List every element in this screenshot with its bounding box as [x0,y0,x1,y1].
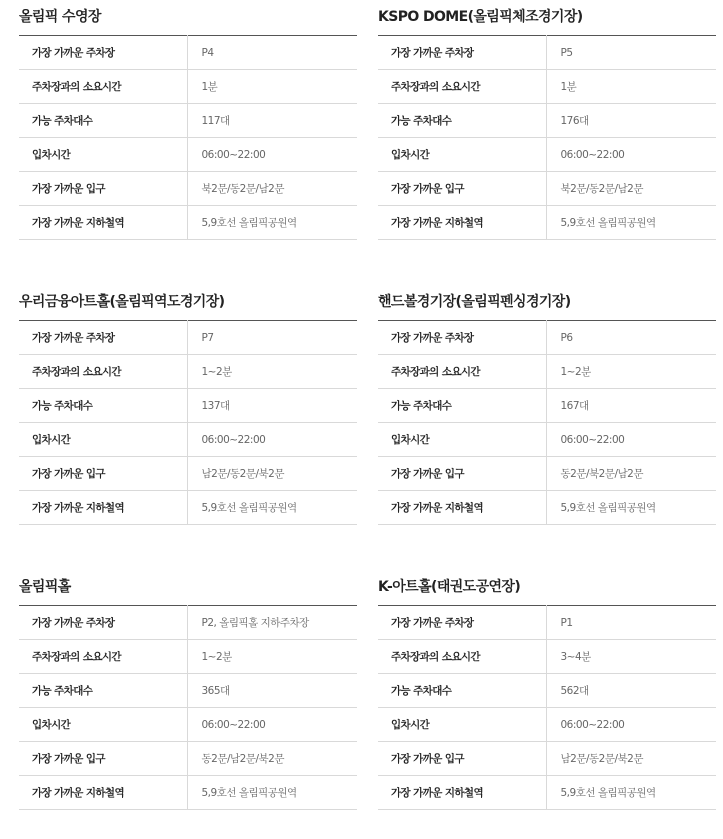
venue-card-k-art-hall [378,577,716,810]
row-label-entry-time: 입차시간 [378,138,546,172]
table-row [19,104,357,138]
row-value-subway: 5,9호선 올림픽공원역 [187,206,357,240]
row-value-capacity: 137대 [187,389,357,423]
row-value-parking: P6 [546,321,716,355]
table-row [378,104,716,138]
venue-info-table [378,35,716,240]
row-label-subway: 가장 가까운 지하철역 [378,206,546,240]
row-label-gate: 가장 가까운 입구 [378,172,546,206]
table-row [19,70,357,104]
row-value-gate: 북2문/동2문/남2문 [546,172,716,206]
venue-title: K-아트홀(태권도공연장) [378,579,521,595]
venue-card-handball-arena [378,292,716,525]
table-row [19,172,357,206]
row-value-capacity: 176대 [546,104,716,138]
row-label-walk-time: 주차장과의 소요시간 [19,640,187,674]
table-row [378,423,716,457]
table-row [378,742,716,776]
row-label-subway: 가장 가까운 지하철역 [378,776,546,810]
row-label-capacity: 가능 주차대수 [19,104,187,138]
row-label-entry-time: 입차시간 [19,708,187,742]
row-label-subway: 가장 가까운 지하철역 [19,776,187,810]
row-label-capacity: 가능 주차대수 [378,674,546,708]
table-row [378,640,716,674]
row-value-capacity: 562대 [546,674,716,708]
table-row [19,491,357,525]
venue-info-table [378,605,716,810]
row-value-entry-time: 06:00~22:00 [187,708,357,742]
row-label-capacity: 가능 주차대수 [378,104,546,138]
row-value-gate: 남2문/동2문/북2문 [187,457,357,491]
row-label-subway: 가장 가까운 지하철역 [19,206,187,240]
table-row [19,321,357,355]
row-value-walk-time: 1분 [187,70,357,104]
row-label-walk-time: 주차장과의 소요시간 [378,70,546,104]
row-label-entry-time: 입차시간 [19,423,187,457]
row-value-parking: P1 [546,606,716,640]
venue-title: 우리금융아트홀(올림픽역도경기장) [19,294,225,310]
venue-card-olympic-swimming-pool [19,7,357,240]
venue-title: 올림픽홀 [19,579,71,595]
row-label-parking: 가장 가까운 주차장 [378,321,546,355]
venue-card-kspo-dome [378,7,716,240]
row-value-parking: P5 [546,36,716,70]
row-label-walk-time: 주차장과의 소요시간 [19,70,187,104]
row-value-entry-time: 06:00~22:00 [187,423,357,457]
row-value-gate: 동2문/북2문/남2문 [546,457,716,491]
table-row [19,138,357,172]
row-value-capacity: 365대 [187,674,357,708]
row-label-entry-time: 입차시간 [378,423,546,457]
row-value-capacity: 167대 [546,389,716,423]
row-label-gate: 가장 가까운 입구 [378,457,546,491]
row-label-subway: 가장 가까운 지하철역 [19,491,187,525]
table-row [378,776,716,810]
table-row [378,321,716,355]
row-label-gate: 가장 가까운 입구 [19,172,187,206]
table-row [19,206,357,240]
table-row [19,742,357,776]
row-value-subway: 5,9호선 올림픽공원역 [546,206,716,240]
table-row [378,36,716,70]
row-value-subway: 5,9호선 올림픽공원역 [546,776,716,810]
row-label-entry-time: 입차시간 [19,138,187,172]
row-label-capacity: 가능 주차대수 [19,674,187,708]
row-label-capacity: 가능 주차대수 [378,389,546,423]
row-value-walk-time: 3~4분 [546,640,716,674]
row-value-gate: 북2문/동2문/남2문 [187,172,357,206]
row-label-capacity: 가능 주차대수 [19,389,187,423]
table-row [378,491,716,525]
row-label-gate: 가장 가까운 입구 [19,742,187,776]
row-label-parking: 가장 가까운 주차장 [19,36,187,70]
venue-card-olympic-hall [19,577,357,810]
row-value-walk-time: 1~2분 [187,355,357,389]
row-value-parking: P7 [187,321,357,355]
table-row [19,457,357,491]
row-value-entry-time: 06:00~22:00 [546,138,716,172]
row-label-parking: 가장 가까운 주차장 [378,36,546,70]
venue-info-table [19,605,357,810]
row-value-parking: P2, 올림픽홀 지하주차장 [187,606,357,640]
row-label-entry-time: 입차시간 [378,708,546,742]
table-row [19,36,357,70]
table-row [19,606,357,640]
table-row [378,206,716,240]
row-label-parking: 가장 가까운 주차장 [378,606,546,640]
venue-info-table [19,35,357,240]
table-row [19,640,357,674]
row-label-gate: 가장 가까운 입구 [378,742,546,776]
table-row [19,776,357,810]
table-row [378,606,716,640]
row-label-parking: 가장 가까운 주차장 [19,321,187,355]
table-row [378,457,716,491]
table-row [378,355,716,389]
row-label-walk-time: 주차장과의 소요시간 [19,355,187,389]
row-value-subway: 5,9호선 올림픽공원역 [546,491,716,525]
row-value-entry-time: 06:00~22:00 [546,708,716,742]
row-value-walk-time: 1~2분 [187,640,357,674]
table-row [19,423,357,457]
table-row [378,138,716,172]
table-row [19,708,357,742]
venue-title: 핸드볼경기장(올림픽펜싱경기장) [378,294,571,310]
row-value-subway: 5,9호선 올림픽공원역 [187,491,357,525]
table-row [378,172,716,206]
row-value-gate: 남2문/동2문/북2문 [546,742,716,776]
table-row [19,674,357,708]
row-value-entry-time: 06:00~22:00 [187,138,357,172]
venue-info-table [378,320,716,525]
row-label-parking: 가장 가까운 주차장 [19,606,187,640]
row-label-walk-time: 주차장과의 소요시간 [378,640,546,674]
table-row [378,674,716,708]
venue-info-table [19,320,357,525]
row-value-parking: P4 [187,36,357,70]
row-value-subway: 5,9호선 올림픽공원역 [187,776,357,810]
row-value-gate: 동2문/남2문/북2문 [187,742,357,776]
row-label-gate: 가장 가까운 입구 [19,457,187,491]
row-value-walk-time: 1분 [546,70,716,104]
venue-title: 올림픽 수영장 [19,9,101,25]
row-label-subway: 가장 가까운 지하철역 [378,491,546,525]
venue-card-woori-art-hall [19,292,357,525]
table-row [378,70,716,104]
row-value-walk-time: 1~2분 [546,355,716,389]
row-value-entry-time: 06:00~22:00 [546,423,716,457]
venue-title: KSPO DOME(올림픽체조경기장) [378,9,583,25]
row-label-walk-time: 주차장과의 소요시간 [378,355,546,389]
row-value-capacity: 117대 [187,104,357,138]
table-row [19,355,357,389]
table-row [378,389,716,423]
table-row [19,389,357,423]
table-row [378,708,716,742]
